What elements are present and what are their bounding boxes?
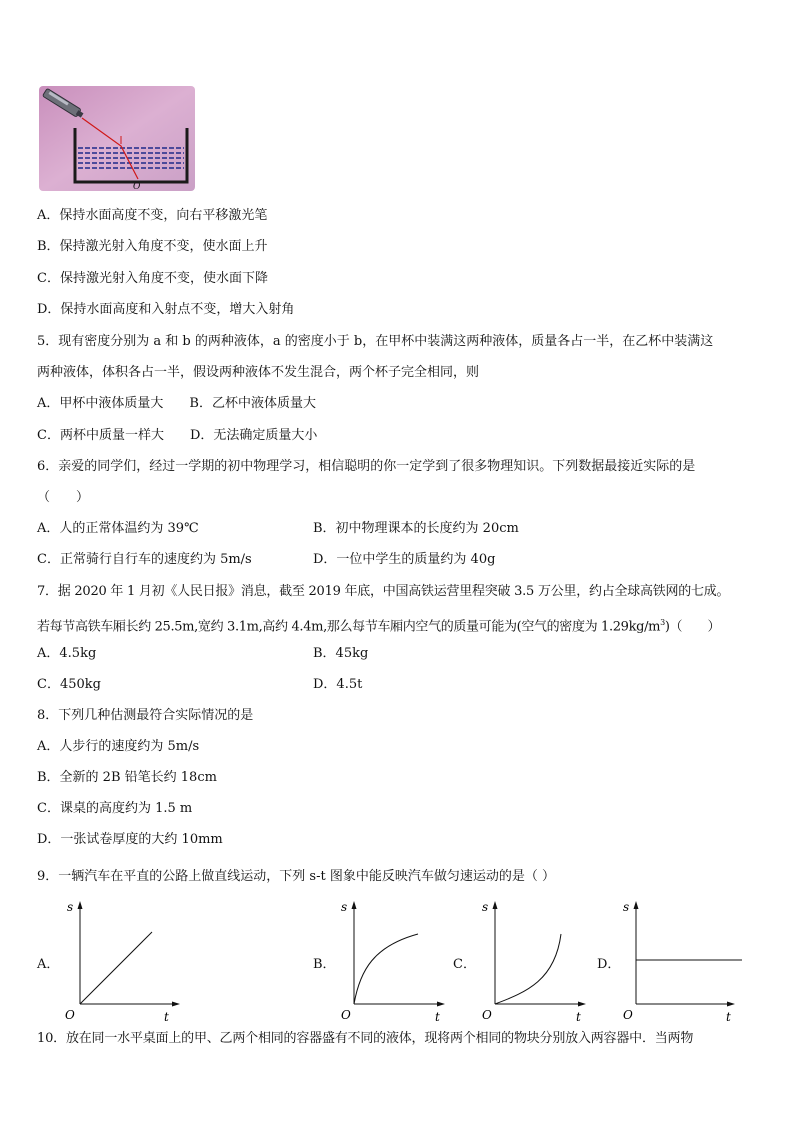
q7-option-d: D．4.5t bbox=[313, 677, 363, 692]
axis-t-label: t bbox=[435, 1010, 440, 1024]
axis-s-label: s bbox=[341, 900, 348, 914]
axis-t-label: t bbox=[164, 1010, 169, 1024]
origin-label: O bbox=[623, 1008, 633, 1022]
axis-t-label: t bbox=[726, 1010, 731, 1024]
q9-graph-a-letter: A． bbox=[37, 957, 60, 972]
q5-options-ab: A．甲杯中液体质量大 B．乙杯中液体质量大 bbox=[37, 396, 316, 411]
q8-stem: 8．下列几种估测最符合实际情况的是 bbox=[37, 708, 254, 723]
q7-option-a: A．4.5kg bbox=[37, 646, 97, 661]
q7-answer-bracket: )（ ） bbox=[664, 619, 721, 635]
origin-label: O bbox=[482, 1008, 492, 1022]
q6-stem-line1: 6．亲爱的同学们，经过一学期的初中物理学习，相信聪明的你一定学到了很多物理知识。下列数据最接近实际的是 bbox=[37, 459, 696, 474]
q6-option-b: B．初中物理课本的长度约为 20cm bbox=[313, 521, 519, 536]
q5-options-cd: C．两杯中质量一样大 D．无法确定质量大小 bbox=[37, 428, 318, 443]
q9-graph-a bbox=[62, 898, 182, 1024]
origin-label: O bbox=[341, 1008, 351, 1022]
q6-stem-line2: （ ） bbox=[37, 490, 90, 505]
point-o-label: O bbox=[133, 182, 141, 191]
q7-stem-line1: 7．据 2020 年 1 月初《人民日报》消息，截至 2019 年底，中国高铁运营里程突破 3.5 万公里，约占全球高铁网的七成。 bbox=[37, 584, 730, 599]
q8-option-a: A．人步行的速度约为 5m/s bbox=[37, 739, 200, 754]
q7-unit-exponent: 3 bbox=[660, 618, 665, 627]
q9-graph-d bbox=[618, 898, 742, 1024]
q7-option-b: B．45kg bbox=[313, 646, 369, 661]
q7-stem-text: 若每节高铁车厢长约 25.5m,宽约 3.1m,高约 4.4m,那么每节车厢内空气的质量可能为(空气的密度为 1.29kg/m bbox=[37, 619, 661, 635]
q7-option-c: C．450kg bbox=[37, 677, 101, 692]
q9-stem: 9．一辆汽车在平直的公路上做直线运动，下列 s-t 图象中能反映汽车做匀速运动的是（ ） bbox=[37, 869, 555, 884]
q4-option-a: A．保持水面高度不变，向右平移激光笔 bbox=[37, 208, 268, 223]
axis-s-label: s bbox=[482, 900, 489, 914]
axis-s-label: s bbox=[623, 900, 630, 914]
axis-t-label: t bbox=[576, 1010, 581, 1024]
q10-stem-line1: 10．放在同一水平桌面上的甲、乙两个相同的容器盛有不同的液体，现将两个相同的物块分别放入两容器中．当两物 bbox=[37, 1031, 694, 1046]
q4-option-c: C．保持激光射入角度不变，使水面下降 bbox=[37, 271, 268, 286]
q5-stem-line2: 两种液体，体积各占一半，假设两种液体不发生混合，两个杯子完全相同，则 bbox=[37, 365, 480, 380]
axis-s-label: s bbox=[67, 900, 74, 914]
q7-stem-line2 bbox=[37, 615, 720, 635]
q9-graph-b-letter: B． bbox=[313, 957, 336, 972]
origin-label: O bbox=[65, 1008, 75, 1022]
q6-option-d: D．一位中学生的质量约为 40g bbox=[313, 552, 496, 567]
q9-graph-d-letter: D． bbox=[597, 957, 621, 972]
q4-option-d: D．保持水面高度和入射点不变，增大入射角 bbox=[37, 302, 295, 317]
q6-option-c: C．正常骑行自行车的速度约为 5m/s bbox=[37, 552, 252, 567]
laser-water-diagram bbox=[39, 86, 195, 191]
q9-graph-c bbox=[477, 898, 592, 1024]
q4-option-b: B．保持激光射入角度不变，使水面上升 bbox=[37, 239, 268, 254]
q8-option-c: C．课桌的高度约为 1.5 m bbox=[37, 801, 193, 816]
laser-water-figure bbox=[39, 86, 195, 191]
q9-graph-b bbox=[336, 898, 451, 1024]
q8-option-d: D．一张试卷厚度的大约 10mm bbox=[37, 832, 223, 847]
q5-stem-line1: 5．现有密度分别为 a 和 b 的两种液体，a 的密度小于 b，在甲杯中装满这两种液体，质量各占一半，在乙杯中装满这 bbox=[37, 334, 714, 349]
q6-option-a: A．人的正常体温约为 39℃ bbox=[37, 521, 199, 536]
q8-option-b: B．全新的 2B 铅笔长约 18cm bbox=[37, 770, 217, 785]
q9-graph-c-letter: C． bbox=[453, 957, 476, 972]
